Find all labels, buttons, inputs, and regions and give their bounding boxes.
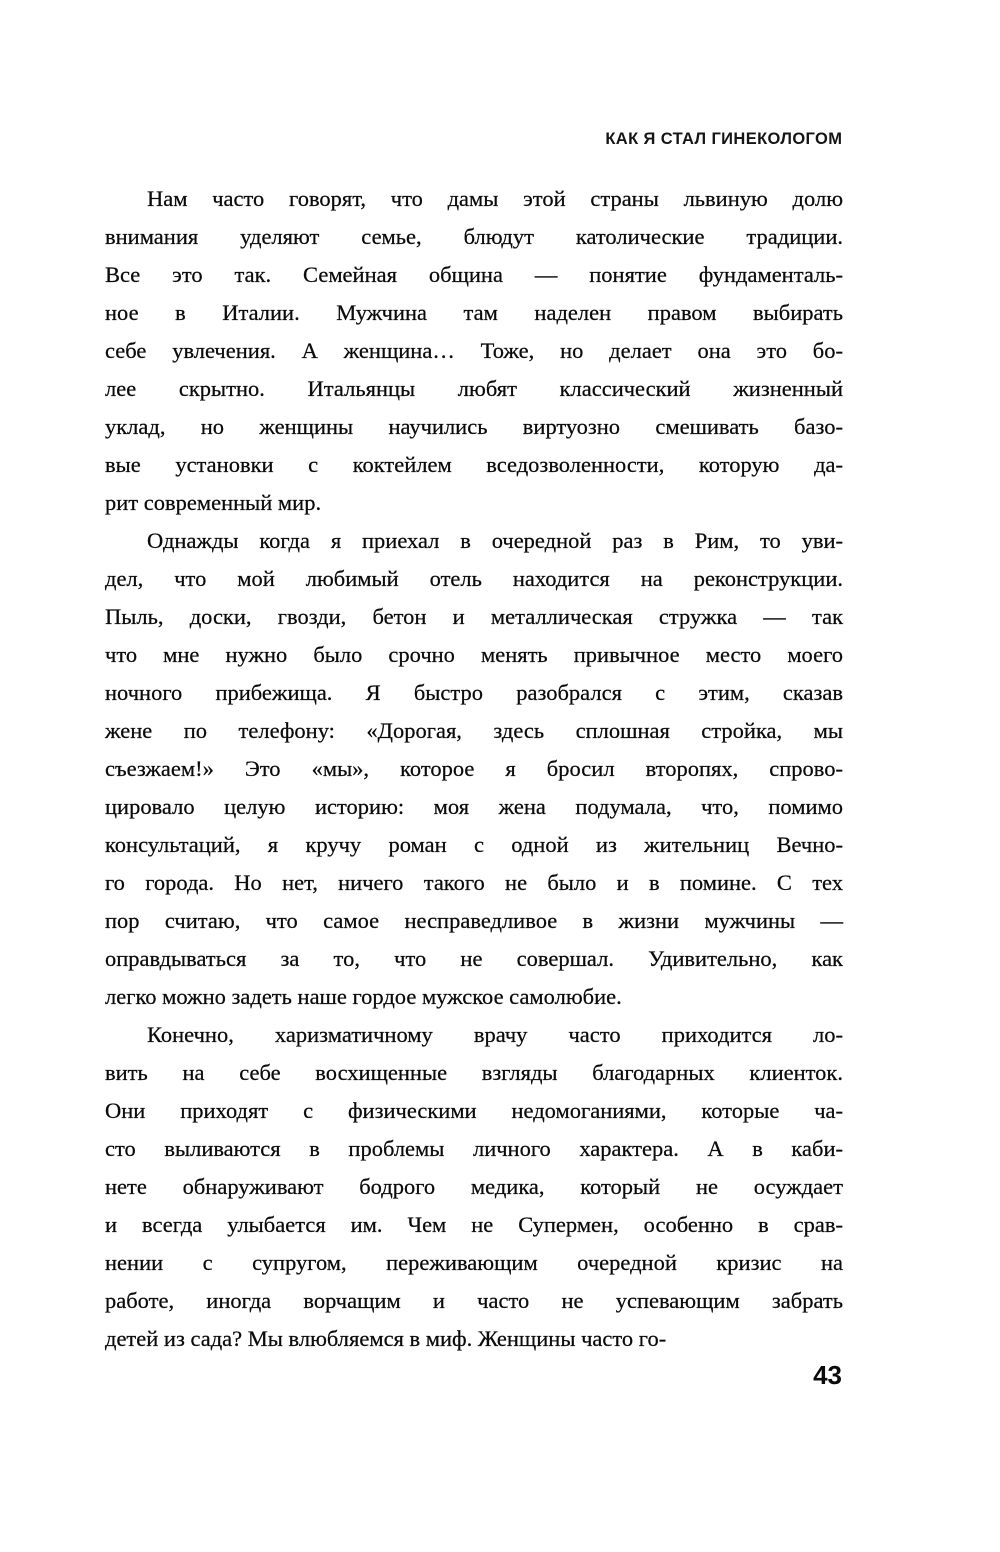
text-line: себе увлечения. А женщина… Тоже, но делает она это бо- [105, 338, 843, 363]
text-line: Они приходят с физическими недомоганиями, которые ча- [105, 1098, 843, 1123]
text-line: жене по телефону: «Дорогая, здесь сплошная стройка, мы [105, 718, 843, 743]
text-line: оправдываться за то, что не совершал. Удивительно, как [105, 946, 843, 971]
text-block [105, 180, 843, 1358]
text-line: вые установки с коктейлем вседозволенности, которую да- [105, 452, 843, 477]
text-line: легко можно задеть наше гордое мужское самолюбие. [105, 984, 622, 1009]
text-line: Конечно, харизматичному врачу часто приходится ло- [147, 1022, 843, 1047]
text-line: Все это так. Семейная община — понятие фундаменталь- [105, 262, 843, 287]
text-line: внимания уделяют семье, блюдут католические традиции. [105, 224, 843, 249]
text-line: пор считаю, что самое несправедливое в жизни мужчины — [105, 908, 843, 933]
page-number: 43 [813, 1360, 842, 1390]
text-line: дел, что мой любимый отель находится на реконструкции. [105, 566, 843, 591]
paragraph [105, 522, 843, 1016]
text-line: детей из сада? Мы влюбляемся в миф. Женщины часто го- [105, 1326, 667, 1351]
text-line: го города. Но нет, ничего такого не было и в помине. С тех [105, 870, 843, 895]
text-line: съезжаем!» Это «мы», которое я бросил второпях, спрово- [105, 756, 843, 781]
running-head: КАК Я СТАЛ ГИНЕКОЛОГОМ [604, 129, 842, 148]
paragraph [105, 1016, 843, 1358]
text-line: сто выливаются в проблемы личного характера. А в каби- [105, 1136, 843, 1161]
text-line: ночного прибежища. Я быстро разобрался с этим, сказав [105, 680, 843, 705]
text-line: рит современный мир. [105, 490, 322, 515]
text-line: цировало целую историю: моя жена подумала, что, помимо [105, 794, 843, 819]
text-line: лее скрытно. Итальянцы любят классический жизненный [105, 376, 843, 401]
text-line: что мне нужно было срочно менять привычное место моего [105, 642, 843, 667]
text-line: уклад, но женщины научились виртуозно смешивать базо- [105, 414, 843, 439]
text-line: и всегда улыбается им. Чем не Супермен, особенно в срав- [105, 1212, 843, 1237]
text-line: работе, иногда ворчащим и часто не успевающим забрать [105, 1288, 843, 1313]
text-line: нете обнаруживают бодрого медика, который не осуждает [105, 1174, 843, 1199]
text-line: ное в Италии. Мужчина там наделен правом выбирать [105, 300, 843, 325]
paragraph [105, 180, 843, 522]
text-line: консультаций, я кручу роман с одной из жительниц Вечно- [105, 832, 843, 857]
text-line: нении с супругом, переживающим очередной кризис на [105, 1250, 843, 1275]
text-line: вить на себе восхищенные взгляды благодарных клиенток. [105, 1060, 843, 1085]
text-line: Нам часто говорят, что дамы этой страны львиную долю [147, 186, 843, 211]
text-line: Пыль, доски, гвозди, бетон и металлическая стружка — так [105, 604, 843, 629]
text-line: Однажды когда я приехал в очередной раз в Рим, то уви- [147, 528, 843, 553]
